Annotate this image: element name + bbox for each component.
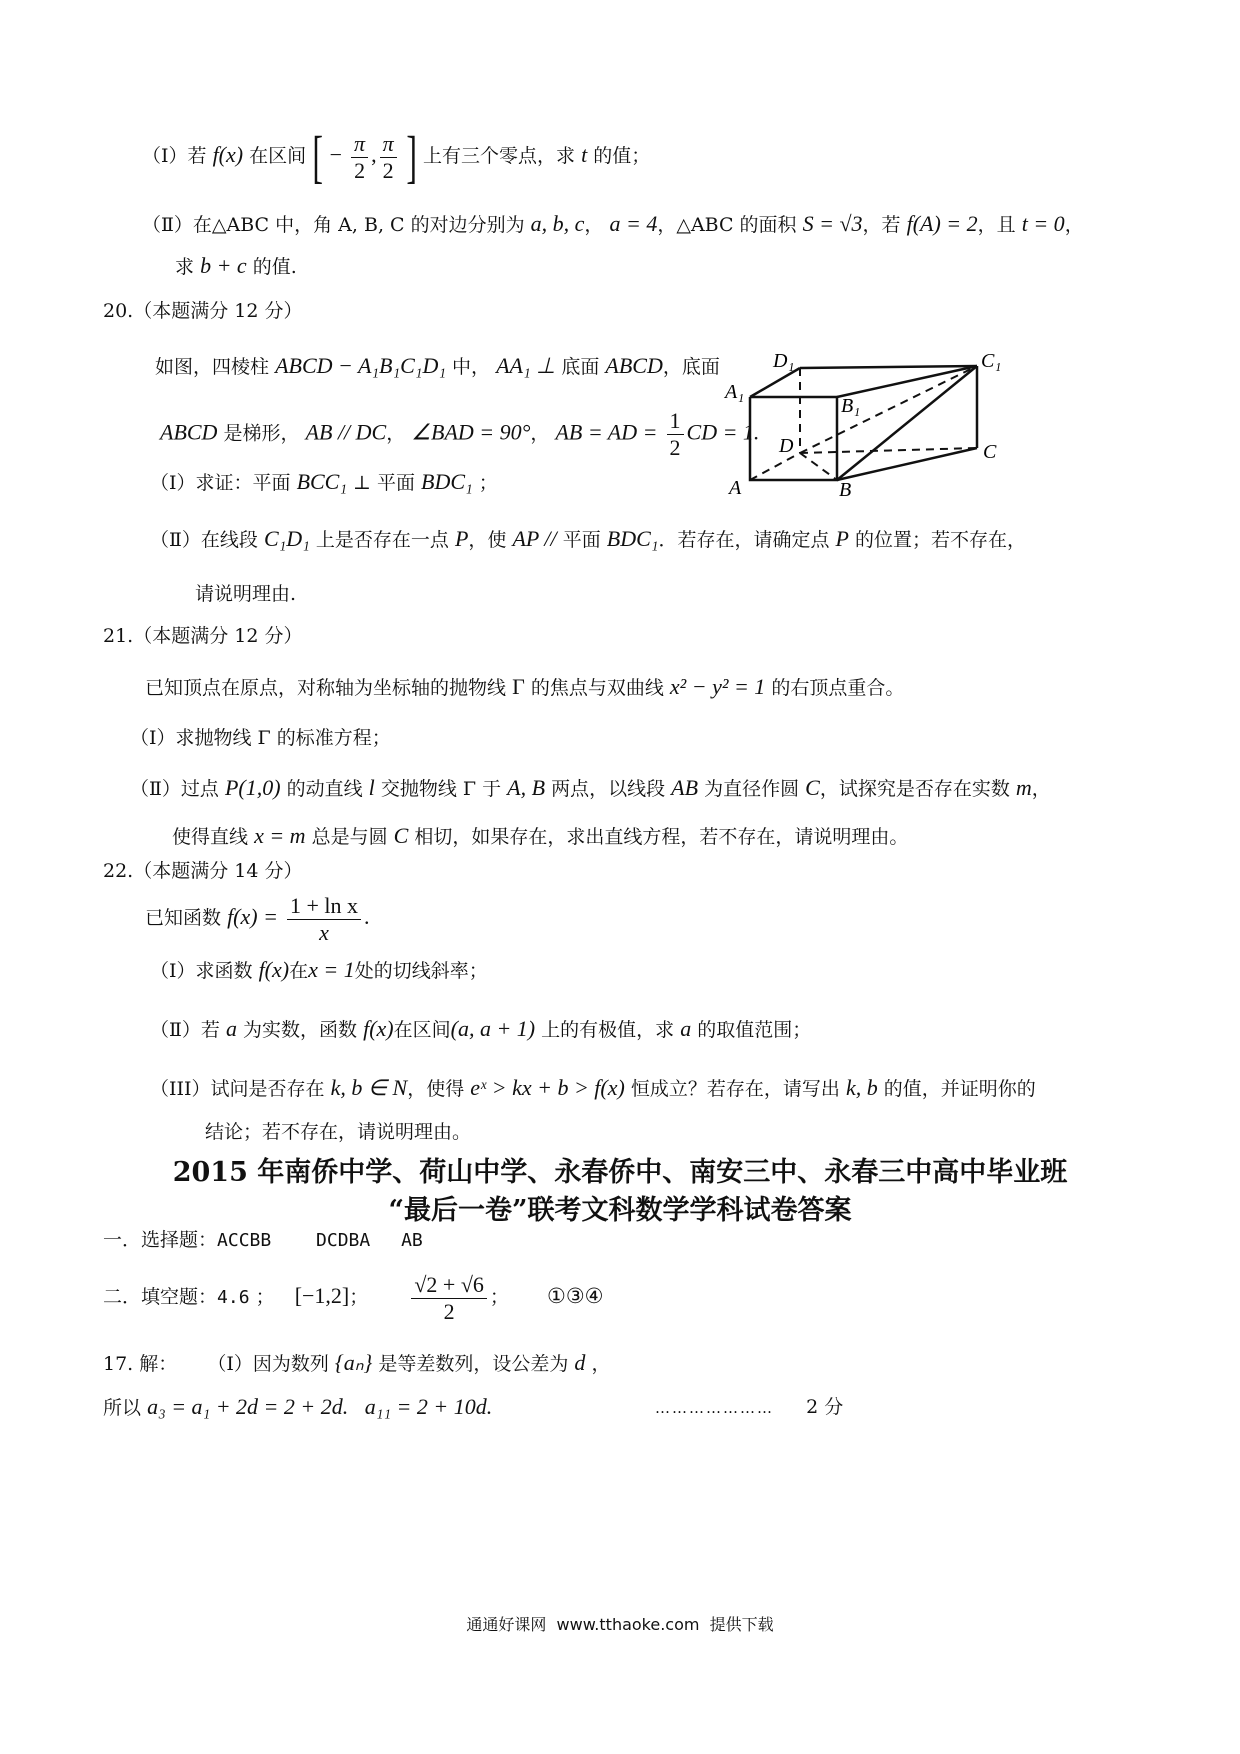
seg-c1d1: C₁D₁ <box>263 526 310 551</box>
q20-part2-line2: 请说明理由. <box>195 583 297 605</box>
right-bracket: ] <box>406 124 417 189</box>
q22-intro-text: 已知函数 <box>145 907 222 929</box>
half-frac <box>667 408 684 461</box>
half-num: 1 <box>667 408 684 435</box>
area-value: S = √3 <box>802 211 863 236</box>
q19-line2-prefix: 求 <box>175 256 195 278</box>
var-t: t <box>581 142 588 167</box>
q22-part2-a: （Ⅱ）若 <box>150 1019 220 1041</box>
area-text: ，△ABC 的面积 <box>657 214 797 236</box>
point-p: P <box>454 526 469 551</box>
point-p-2: P <box>835 526 849 551</box>
q20-intro-line1 <box>155 352 720 381</box>
q20-intro1-c: 底面 <box>561 356 600 378</box>
q19-line2-suffix: 的值. <box>252 256 297 278</box>
q19-part2-line2 <box>175 252 297 281</box>
and-text: ，且 <box>977 214 1016 236</box>
x-equals-m: x = m <box>254 823 306 848</box>
q21-line2-b: 总是与圆 <box>311 826 388 848</box>
sol17-label: 17. 解： <box>103 1353 178 1375</box>
mc-label: 一．选择题： <box>103 1229 218 1251</box>
left-bracket: [ <box>312 124 324 189</box>
q21-header: 21.（本题满分 12 分） <box>103 625 303 647</box>
point-p10: P(1,0) <box>224 775 281 800</box>
seg-ab: AB <box>671 775 699 800</box>
var-a: a <box>225 1016 237 1041</box>
q21-part2-d: 两点，以线段 <box>551 778 666 800</box>
label-C: C <box>983 441 997 463</box>
fill-ans-1: 4.6 <box>217 1287 250 1308</box>
sol17-score <box>655 1393 843 1422</box>
common-diff-d: d <box>574 1350 586 1375</box>
q21-part2-c: 交抛物线 Γ 于 <box>380 778 502 800</box>
inequality: eˣ > kx + b > f(x) <box>470 1075 625 1100</box>
answer-title-2: “最后一卷”联考文科数学学科试卷答案 <box>388 1195 852 1226</box>
label-C1: C₁ <box>981 350 1002 372</box>
prism-name: ABCD − A₁B₁C₁D₁ <box>275 353 446 378</box>
label-D1: D₁ <box>773 350 795 372</box>
func-den: x <box>319 919 329 945</box>
q20-intro1-b: 中， <box>452 356 491 378</box>
q22-header: 22.（本题满分 14 分） <box>103 860 303 882</box>
sol17-equation: a₃ = a₁ + 2d = 2 + 2d. a₁₁ = 2 + 10d. <box>147 1394 493 1419</box>
q21-part1: （Ⅰ）求抛物线 Γ 的标准方程； <box>130 727 391 749</box>
q21-intro-c: 的右顶点重合。 <box>771 677 905 699</box>
q20-intro1-a: 如图，四棱柱 <box>155 356 270 378</box>
func-end: . <box>364 904 370 929</box>
frac2-den: 2 <box>382 157 394 183</box>
q20-part2-line1 <box>150 525 1026 554</box>
q21-line2-a: 使得直线 <box>172 826 249 848</box>
q21-part2-g: ， <box>1031 778 1051 800</box>
frac2-num: π <box>380 131 397 158</box>
sol17-text-e: ， <box>591 1353 611 1375</box>
label-D: D <box>779 435 794 457</box>
base-abcd-2: ABCD <box>160 419 218 445</box>
q19-func: f(x) <box>212 142 244 167</box>
q20-part2-c: ，使 <box>468 529 507 551</box>
circle-c: C <box>805 775 820 800</box>
q22-fx-2: f(x) <box>363 1016 394 1041</box>
prism-figure <box>715 340 1015 510</box>
label-B1: B₁ <box>841 395 861 417</box>
hidden-d-c <box>800 448 977 453</box>
frac1-num: π <box>351 131 368 158</box>
q22-part2-d: 上的有极值，求 <box>541 1019 675 1041</box>
q22-part3-line2: 结论；若不存在，请说明理由。 <box>205 1121 472 1143</box>
q20-part1-text: （Ⅰ）求证：平面 <box>150 472 291 494</box>
q21-part2-b: 的动直线 <box>286 778 363 800</box>
sol17-so: 所以 <box>103 1397 142 1419</box>
label-A1: A₁ <box>725 381 745 403</box>
a-equals-4: a = 4 <box>609 211 658 236</box>
q21-part2-line1 <box>130 774 1051 803</box>
hyperbola-eq: x² − y² = 1 <box>669 674 766 699</box>
q22-part2-c: 在区间 <box>393 1019 451 1041</box>
q20-part2-a: （Ⅱ）在线段 <box>150 529 258 551</box>
q21-part2-a: （Ⅱ）过点 <box>130 778 219 800</box>
answer-title-1: 2015 年南侨中学、荷山中学、永春侨中、南安三中、永春三中高中毕业班 <box>172 1157 1068 1188</box>
label-B: B <box>839 479 852 501</box>
q20-part1 <box>150 468 498 497</box>
minus-sign: − <box>329 142 342 167</box>
fill-sep-3: ； <box>489 1286 509 1308</box>
q20-part2-b: 上是否存在一点 <box>315 529 449 551</box>
q19-part1-suffix: 上有三个零点，求 <box>423 145 576 167</box>
ab-parallel-dc: AB // DC <box>305 419 387 445</box>
fill-ans-3 <box>411 1272 487 1325</box>
kb-in-n: k, b ∈ N <box>330 1075 408 1100</box>
q19-part1 <box>142 124 651 189</box>
q22-fx: f(x) <box>258 957 290 982</box>
sequence-an: {aₙ} <box>334 1350 373 1375</box>
label-A: A <box>729 477 742 499</box>
q22-part1 <box>150 956 488 985</box>
fill-ans-4: ①③④ <box>547 1284 604 1308</box>
sol17-text-c: 是等差数列，设公差为 <box>378 1353 569 1375</box>
eq-left: AB = AD = <box>555 419 658 445</box>
interval-a: (a, a + 1) <box>450 1016 536 1041</box>
plane-bcc1: BCC₁ <box>296 469 347 494</box>
kb: k, b <box>845 1075 878 1100</box>
score-dots: ………………… <box>655 1399 774 1417</box>
eq-right: CD = 1. <box>686 419 760 445</box>
perp-plane: ⊥ 平面 <box>353 472 415 494</box>
base-abcd: ABCD <box>605 353 663 378</box>
footer-source: 通通好课网 www.tthaoke.com 提供下载 <box>466 1615 774 1634</box>
mc-group-1: ACCBB <box>217 1230 272 1251</box>
fill-3-num: √2 + √6 <box>411 1272 487 1299</box>
fill-answers <box>103 1268 604 1326</box>
sol17-line1 <box>103 1345 610 1382</box>
q20-intro2-a: 是梯形， <box>223 422 300 445</box>
sol17-line2 <box>103 1393 492 1422</box>
q21-part2-line2 <box>172 822 908 851</box>
q22-part3-d: 的值，并证明你的 <box>883 1078 1036 1100</box>
q21-part2-f: ，试探究是否存在实数 <box>819 778 1010 800</box>
cond-text: ，若 <box>862 214 901 236</box>
points-ab: A, B <box>507 775 546 800</box>
real-m: m <box>1015 775 1032 800</box>
q19-part2-text: （Ⅱ）在△ABC 中，角 A, B, C 的对边分别为 <box>142 214 525 236</box>
q22-part1-a: （Ⅰ）求函数 <box>150 960 253 982</box>
b-plus-c: b + c <box>200 253 247 278</box>
fill-ans-2: [−1,2] <box>294 1283 350 1308</box>
q20-header: 20.（本题满分 12 分） <box>103 300 303 322</box>
q22-part2-b: 为实数，函数 <box>243 1019 358 1041</box>
aa1-perp: AA₁ ⊥ <box>496 353 556 378</box>
circle-c-2: C <box>393 823 409 848</box>
q20-part2-e: ．若存在，请确定点 <box>658 529 830 551</box>
sides-abc: a, b, c <box>530 211 585 236</box>
mc-answers <box>103 1226 423 1255</box>
q20-intro-line2: ABCD 是梯形， AB // DC， ∠BAD = 90°， AB = AD = $\frac{1}{2}$ CD = 1. <box>160 408 760 460</box>
interval-frac-1 <box>351 131 368 184</box>
q21-part2-e: 为直径作圆 <box>704 778 800 800</box>
q21-intro-b: 的焦点与双曲线 <box>530 677 664 699</box>
hidden-d-c1 <box>800 366 977 453</box>
mc-group-3: AB <box>401 1230 423 1251</box>
interval-frac-2 <box>380 131 397 184</box>
angle-bad: ∠BAD = 90° <box>411 419 531 445</box>
q22-part2 <box>150 1015 811 1044</box>
q20-part2-f: 的位置；若不存在， <box>855 529 1027 551</box>
fill-3-den: 2 <box>443 1298 455 1324</box>
fill-sep-2: ； <box>349 1286 369 1308</box>
func-frac <box>287 893 361 946</box>
ap-parallel: AP // <box>512 526 557 551</box>
q21-line2-c: 相切，如果存在，求出直线方程，若不存在，请说明理由。 <box>414 826 909 848</box>
q19-part1-mid: 在区间 <box>249 145 307 167</box>
q22-part1-c: 处的切线斜率； <box>354 960 488 982</box>
x-equals-1: x = 1 <box>308 957 355 982</box>
t-zero: t = 0 <box>1021 211 1065 236</box>
plane-bdc1: BDC₁ <box>421 469 473 494</box>
q22-part3-c: 恒成立？若存在，请写出 <box>630 1078 840 1100</box>
q19-part2-line1: （Ⅱ）在△ABC 中，角 A, B, C 的对边分别为 a, b, c， a = 4，△ABC 的面积 S = √3，若 f(A) = 2，且 t = 0， <box>142 211 1084 236</box>
hidden-d-b <box>800 453 837 480</box>
q20-part2-d: 平面 <box>562 529 601 551</box>
q19-part1-end: 的值； <box>593 145 651 167</box>
hidden-a-d <box>750 453 800 480</box>
line-l: l <box>368 775 375 800</box>
q22-part3-b: ，使得 <box>407 1078 465 1100</box>
frac1-den: 2 <box>354 157 366 183</box>
q22-intro <box>145 890 370 946</box>
plane-bdc1-2: BDC₁ <box>606 526 659 551</box>
fill-sep-1: ； <box>255 1286 275 1308</box>
half-den: 2 <box>669 435 681 460</box>
q22-part3-line1 <box>150 1074 1036 1103</box>
edge-front-face <box>750 397 837 480</box>
q20-intro1-d: ，底面 <box>662 356 720 378</box>
edge-d1-c1 <box>800 366 977 368</box>
edge-a1-d1 <box>750 368 800 397</box>
func-lhs: f(x) = <box>227 904 278 929</box>
gamma: Γ <box>512 674 525 699</box>
mc-group-2: DCDBA <box>316 1230 371 1251</box>
var-a-2: a <box>680 1016 692 1041</box>
q19-part1-prefix: （Ⅰ）若 <box>142 145 207 167</box>
q21-intro-a: 已知顶点在原点，对称轴为坐标轴的抛物线 <box>145 677 507 699</box>
sol17-text-b: （Ⅰ）因为数列 <box>207 1353 329 1375</box>
score-2: 2 分 <box>806 1396 844 1418</box>
q22-part3-a: （III）试问是否存在 <box>150 1078 325 1100</box>
q22-part2-e: 的取值范围； <box>697 1019 812 1041</box>
comma: , <box>371 142 377 167</box>
func-num: 1 + ln x <box>287 893 361 920</box>
fA-value: f(A) = 2 <box>906 211 978 236</box>
q22-part1-b: 在 <box>289 960 309 982</box>
q20-part1-end: ； <box>478 472 498 494</box>
fill-label: 二．填空题： <box>103 1286 218 1308</box>
q21-intro <box>145 673 904 702</box>
